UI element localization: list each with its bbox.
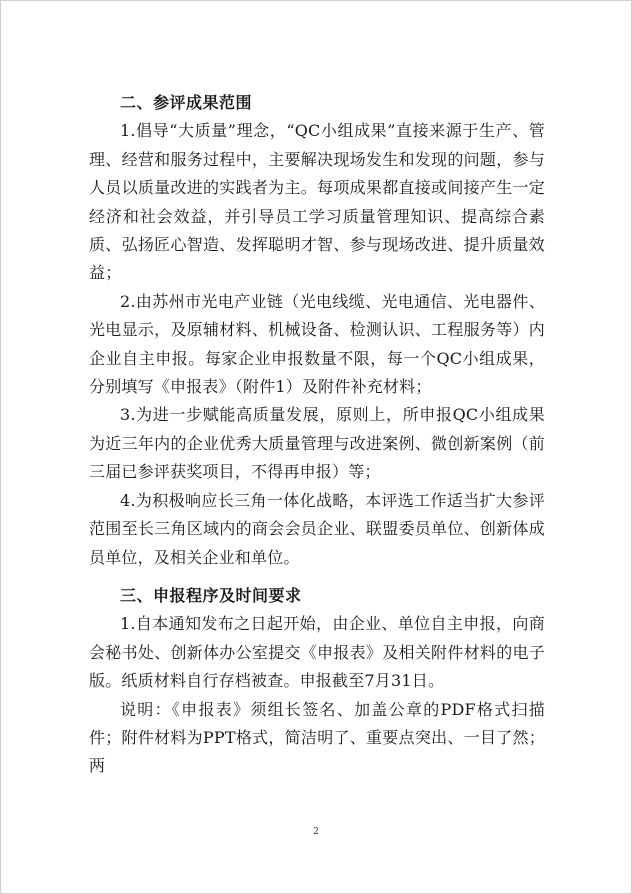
paragraph: 1.倡导“大质量”理念，“QC小组成果”直接来源于生产、管理、经营和服务过程中，主要解决现场发生和发现的问题，参与人员以质量改进的实践者为主。每项成果都直接或间接产生一定经济和社会效益，并引导员工学习质量管理知识、提高综合素质、弘扬匠心智造、发挥聪明才智、参与现场改进、提升质量效益； [89,121,545,283]
page-number: 2 [313,827,319,837]
section-spacer [89,572,545,582]
section-heading-procedure: 三、申报程序及时间要求 [120,585,302,605]
paragraph: 3.为进一步赋能高质量发展，原则上，所申报QC小组成果为近三年内的企业优秀大质量管理与改进案例、微创新案例（前三届已参评获奖项目，不得再申报）等； [89,405,545,482]
section-heading-scope: 二、参评成果范围 [120,93,253,112]
paragraph: 说明：《申报表》须组长签名、加盖公章的PDF格式扫描件；附件材料为PPT格式，简洁明了、重要点突出、一目了然；两 [89,699,545,776]
paragraph: 4.为积极响应长三角一体化战略，本评选工作适当扩大参评范围至长三角区域内的商会会员企业、联盟委员单位、创新体成员单位，及相关企业和单位。 [89,490,545,567]
paragraph: 1.自本通知发布之日起开始，由企业、单位自主申报，向商会秘书处、创新体办公室提交《申报表》及相关附件材料的电子版。纸质材料自行存档被查。申报截至7月31日。 [89,614,545,691]
paragraph: 2.由苏州市光电产业链（光电线缆、光电通信、光电器件、光电显示，及原辅材料、机械设备、检测认识、工程服务等）内企业自主申报。每家企业申报数量不限，每一个QC小组成果，分别填写《申报表》（附件1）及附件补充材料； [89,291,545,397]
document-body [89,89,545,781]
